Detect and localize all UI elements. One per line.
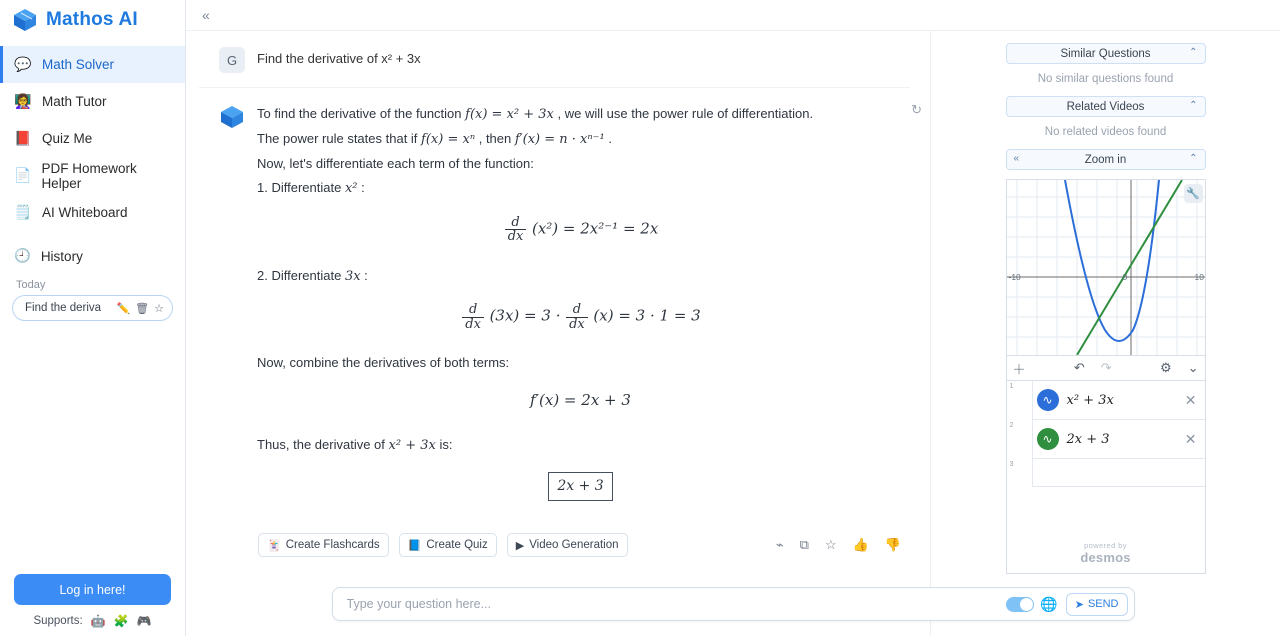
- step2-text: 2. Differentiate: [257, 267, 342, 283]
- question-input[interactable]: [345, 596, 1007, 612]
- similar-questions-title: Similar Questions: [1060, 47, 1151, 60]
- line2-pre: The power rule states that if: [257, 131, 418, 147]
- brand[interactable]: [0, 0, 185, 42]
- zoom-in-header[interactable]: [1006, 149, 1206, 170]
- collapse-caret-icon[interactable]: ⌃: [1189, 153, 1198, 164]
- sidebar: [0, 0, 186, 636]
- android-icon[interactable]: 🤖: [90, 614, 106, 628]
- similar-questions-empty: No similar questions found: [1037, 73, 1174, 85]
- user-message-text: Find the derivative of x² + 3x: [257, 51, 421, 66]
- create-quiz-label: Create Quiz: [426, 539, 488, 552]
- puzzle-icon[interactable]: 🧩: [113, 614, 129, 628]
- sidebar-item-label: AI Whiteboard: [42, 205, 128, 220]
- user-message: [199, 31, 910, 88]
- mode-toggle[interactable]: [1006, 597, 1034, 612]
- quiz-icon: 📘: [407, 539, 422, 552]
- history-entry[interactable]: [12, 295, 173, 321]
- main-area: [186, 0, 1280, 636]
- line2-math-b: f′(x) = n · xⁿ⁻¹: [514, 132, 605, 148]
- whiteboard-icon: 🗒️: [14, 204, 32, 220]
- line1-post: , we will use the power rule of differentiation.: [557, 106, 814, 121]
- step2-math: 3x: [344, 268, 361, 284]
- thus-post: is:: [439, 436, 453, 452]
- line2-math-a: f(x) = xⁿ: [421, 132, 476, 148]
- star-icon[interactable]: ☆: [824, 537, 837, 553]
- explanation-line-2: [257, 129, 904, 150]
- line1-math: f(x) = x² + 3x: [465, 107, 554, 122]
- teacher-icon: 👩‍🏫: [14, 93, 32, 109]
- frac-num: d: [572, 301, 582, 317]
- composer[interactable]: [332, 587, 1135, 621]
- frac-den: dx: [505, 229, 527, 244]
- related-videos-empty: No related videos found: [1044, 126, 1167, 138]
- derivative-operator: [566, 303, 588, 331]
- star-icon[interactable]: ☆: [154, 302, 164, 315]
- line2-post: .: [608, 131, 612, 147]
- conclusion-line: [257, 435, 904, 456]
- step-1-label: [257, 178, 904, 199]
- powered-by-label: powered by: [1084, 541, 1127, 550]
- expression-formula[interactable]: x² + 3x: [1066, 392, 1114, 408]
- content-row: [186, 31, 1280, 636]
- discord-icon[interactable]: 🎮: [136, 614, 152, 628]
- zoom-in-title: Zoom in: [1084, 153, 1127, 166]
- desmos-toolbar: [1007, 355, 1205, 381]
- step1-colon: :: [361, 180, 365, 196]
- undo-icon[interactable]: ↶: [1073, 360, 1085, 375]
- sidebar-footer: [0, 564, 185, 636]
- expression-row[interactable]: [1007, 381, 1205, 420]
- derivative-operator: [505, 216, 527, 244]
- related-videos-panel: [1006, 96, 1206, 140]
- pdf-icon: 📄: [14, 167, 32, 183]
- combine-text: Now, combine the derivatives of both terms:: [257, 355, 510, 371]
- history-group-label: Today: [16, 279, 46, 291]
- expression-row[interactable]: [1007, 420, 1205, 459]
- expression-formula[interactable]: 2x + 3: [1066, 431, 1110, 447]
- create-flashcards-label: Create Flashcards: [285, 539, 380, 552]
- step-2-equation: [257, 303, 904, 331]
- sidebar-item-math-solver[interactable]: [0, 46, 185, 83]
- flashcards-icon: 🃏: [267, 539, 281, 552]
- double-chevron-left-icon[interactable]: «: [1013, 153, 1020, 164]
- video-generation-label: Video Generation: [529, 539, 619, 552]
- expression-index: 2: [1007, 420, 1033, 459]
- explanation-line-1: [257, 104, 904, 125]
- send-arrow-icon: ➤: [1074, 598, 1084, 611]
- sidebar-item-pdf-homework-helper[interactable]: [0, 157, 185, 194]
- related-videos-title: Related Videos: [1066, 100, 1145, 113]
- gear-icon[interactable]: ⚙: [1159, 360, 1172, 375]
- right-rail: [931, 31, 1280, 636]
- step1-equation-rest: (x²) = 2x²⁻¹ = 2x: [531, 219, 659, 238]
- combined-equation-math: f′(x) = 2x + 3: [530, 391, 631, 410]
- pencil-icon[interactable]: ✏️: [116, 302, 131, 315]
- avatar: G: [219, 47, 245, 73]
- book-icon: 📕: [14, 130, 32, 146]
- frac-den: dx: [566, 317, 588, 332]
- thus-math: x² + 3x: [388, 437, 436, 453]
- close-icon[interactable]: ✕: [1184, 430, 1197, 447]
- sidebar-item-quiz-me[interactable]: [0, 120, 185, 157]
- curve-icon[interactable]: ∿: [1037, 389, 1059, 411]
- sidebar-item-label: Math Tutor: [42, 94, 107, 109]
- redo-icon[interactable]: ↷: [1100, 360, 1112, 375]
- expression-list: [1007, 381, 1205, 487]
- graph-canvas[interactable]: [1007, 180, 1206, 355]
- expression-index: 1: [1007, 381, 1033, 420]
- curve-icon[interactable]: ∿: [1037, 428, 1059, 450]
- line1-pre: To find the derivative of the function: [257, 106, 462, 121]
- derivative-operator: [462, 303, 484, 331]
- composer-area: [186, 572, 1280, 636]
- sidebar-item-ai-whiteboard[interactable]: [0, 194, 185, 231]
- collapse-caret-icon[interactable]: ⌃: [1189, 47, 1198, 58]
- answer-boxed: 2x + 3: [548, 472, 612, 502]
- x-axis-max-label: 10: [1194, 272, 1204, 282]
- history-entry-title: Find the deriva: [25, 302, 102, 314]
- final-answer: [257, 472, 904, 502]
- sidebar-item-math-tutor[interactable]: [0, 83, 185, 120]
- similar-questions-header[interactable]: [1006, 43, 1206, 64]
- topbar: [186, 0, 1280, 31]
- desmos-label: desmos: [1080, 550, 1131, 565]
- expression-index: 3: [1007, 459, 1033, 487]
- send-button[interactable]: [1066, 593, 1128, 616]
- zoom-panel: [1006, 149, 1206, 170]
- clock-icon: 🕘: [14, 248, 31, 263]
- thumbs-down-icon[interactable]: 👎: [884, 537, 901, 553]
- step2-colon: :: [364, 267, 368, 283]
- step1-math: x²: [344, 181, 358, 197]
- close-icon[interactable]: ✕: [1184, 391, 1197, 408]
- sidebar-item-label: Math Solver: [42, 57, 115, 72]
- plus-icon[interactable]: ＋: [1012, 361, 1026, 377]
- step1-text: 1. Differentiate: [257, 180, 342, 196]
- assistant-actions: [199, 523, 930, 569]
- explanation-line-3: Now, let's differentiate each term of the function:: [257, 156, 534, 172]
- collapse-caret-icon[interactable]: ⌃: [1189, 100, 1198, 111]
- frac-den: dx: [462, 317, 484, 332]
- create-quiz-button[interactable]: [399, 533, 497, 557]
- history-label: History: [40, 248, 83, 264]
- copy-icon[interactable]: ⧉: [799, 537, 809, 553]
- frac-num: d: [468, 301, 478, 317]
- chat-bubble-icon: 💬: [14, 56, 32, 72]
- line2-mid: , then: [478, 131, 512, 147]
- expression-row-empty[interactable]: [1007, 459, 1205, 487]
- double-chevron-left-icon[interactable]: «: [202, 7, 210, 23]
- sidebar-item-label: Quiz Me: [42, 131, 93, 146]
- related-videos-header[interactable]: [1006, 96, 1206, 117]
- thumbs-up-icon[interactable]: 👍: [852, 537, 869, 553]
- video-generation-button[interactable]: [507, 533, 628, 557]
- share-icon[interactable]: ⌁: [775, 537, 784, 553]
- step2-equation-rest-a: (3x) = 3 ·: [489, 306, 561, 325]
- chat-panel: [186, 31, 931, 636]
- desmos-calculator[interactable]: [1006, 179, 1206, 574]
- cube-logo-icon: [219, 104, 245, 130]
- sidebar-nav: [0, 46, 185, 231]
- supports-label: Supports:: [33, 615, 83, 627]
- login-button[interactable]: Log in here!: [14, 574, 171, 605]
- send-label: SEND: [1087, 598, 1119, 610]
- history-entry-actions: [116, 302, 164, 315]
- sidebar-item-history[interactable]: [0, 239, 185, 273]
- refresh-icon[interactable]: ↻: [911, 102, 922, 117]
- wrench-icon[interactable]: 🔧: [1184, 184, 1203, 203]
- assistant-message: [199, 88, 930, 523]
- chevron-down-icon[interactable]: ⌄: [1187, 360, 1199, 375]
- step2-equation-rest-b: (x) = 3 · 1 = 3: [593, 306, 701, 325]
- globe-icon[interactable]: 🌐: [1040, 595, 1058, 612]
- trash-icon[interactable]: 🗑: [135, 302, 150, 315]
- video-icon: ▶: [515, 539, 525, 552]
- step-2-label: [257, 266, 904, 287]
- x-axis-min-label: -10: [1008, 272, 1021, 282]
- create-flashcards-button[interactable]: [258, 533, 389, 557]
- combined-equation: [257, 389, 904, 412]
- thus-pre: Thus, the derivative of: [257, 436, 385, 452]
- step-1-equation: [257, 216, 904, 244]
- cube-logo-icon: [12, 7, 38, 33]
- x-axis-zero-label: 0: [1122, 272, 1128, 282]
- desmos-attribution: [1007, 541, 1205, 565]
- assistant-message-body: [257, 104, 904, 523]
- frac-num: d: [511, 214, 520, 230]
- supports-row: [14, 614, 171, 628]
- sidebar-item-label: PDF Homework Helper: [41, 160, 137, 191]
- similar-questions-panel: [1006, 43, 1206, 87]
- brand-title: Mathos AI: [46, 9, 138, 30]
- chat-scroll[interactable]: [186, 31, 930, 571]
